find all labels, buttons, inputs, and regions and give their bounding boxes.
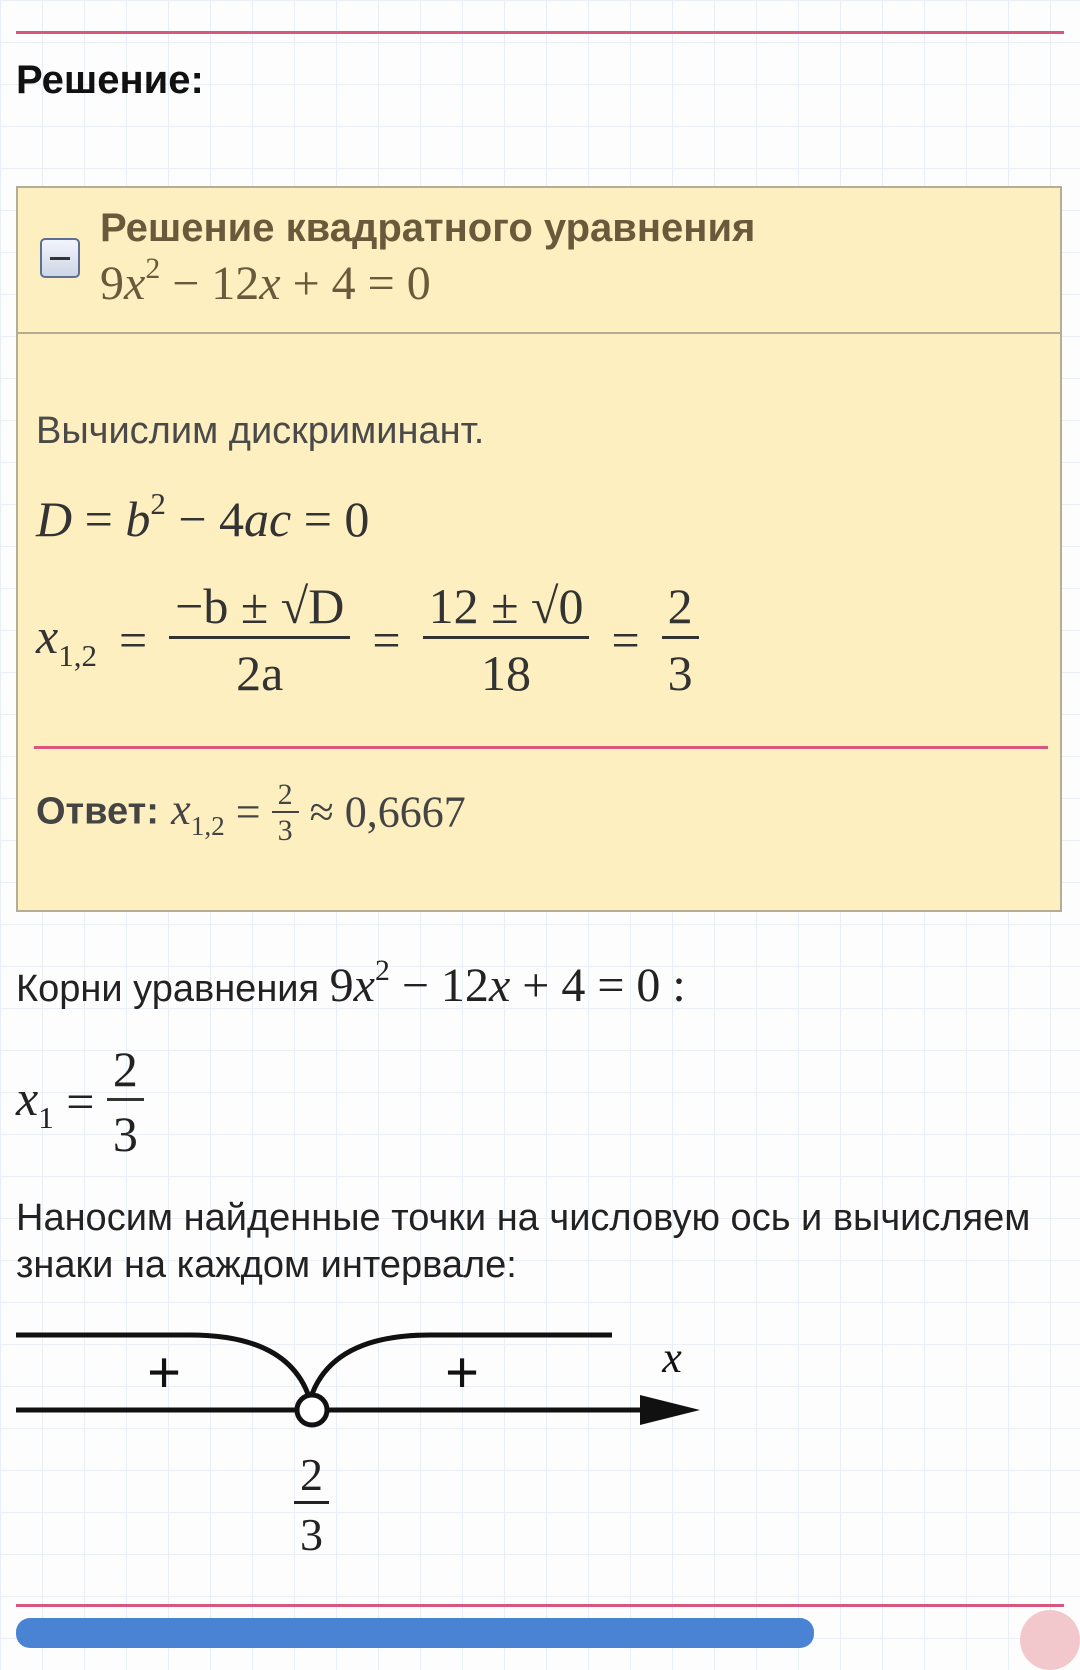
answer-fraction: $\frac{2}{3}$ (272, 778, 299, 847)
roots-formula: $x_{1,2}$ = $\frac{-b \pm √D}{2a}$ = $\frac{12 \pm √0}{18}$ = $\frac{2}{3}$ (36, 576, 699, 703)
bottom-divider (16, 1604, 1064, 1607)
answer-line: Ответ: $x_{1,2}$ = $\frac{2}{3}$ ≈ 0,6667 (36, 778, 466, 847)
axis-label: x (662, 1333, 682, 1382)
answer-divider (34, 746, 1048, 749)
step-text: Вычислим дискриминант. (36, 410, 485, 452)
page-heading: Решение: (16, 58, 204, 102)
fraction-result: $\frac{2}{3}$ (662, 576, 699, 703)
discriminant-formula: $D = b^2 - 4ac = 0$ (36, 485, 370, 547)
left-sign: + (147, 1340, 181, 1405)
number-line-diagram (0, 1300, 720, 1440)
root-point (297, 1395, 327, 1425)
roots-statement: Корни уравнения $9x^2 - 12x + 4 = 0$ : (16, 953, 686, 1012)
floating-action-button[interactable] (1020, 1610, 1080, 1670)
panel-header[interactable] (18, 188, 1060, 334)
bottom-action-button[interactable] (16, 1618, 814, 1648)
collapse-minus-icon[interactable] (40, 238, 80, 278)
axis-arrowhead (640, 1395, 700, 1425)
fraction-substituted: $\frac{12 \pm √0}{18}$ (423, 576, 590, 703)
answer-label: Ответ: (36, 790, 159, 833)
top-divider (16, 31, 1064, 34)
root-x1: $x_1$ = $\frac{2}{3}$ (16, 1040, 144, 1163)
instruction-paragraph: Наносим найденные точки на числовую ось и вычисляем знаки на каждом интервале: (16, 1197, 1031, 1286)
point-label-fraction: $\frac{2}{3}$ (294, 1448, 329, 1561)
right-sign: + (445, 1340, 479, 1405)
panel-title: Решение квадратного уравнения (100, 206, 756, 250)
panel-equation: $9x^2 - 12x + 4 = 0$ (100, 251, 431, 310)
solution-panel (16, 186, 1062, 912)
fraction-general: $\frac{-b \pm √D}{2a}$ (169, 576, 350, 703)
